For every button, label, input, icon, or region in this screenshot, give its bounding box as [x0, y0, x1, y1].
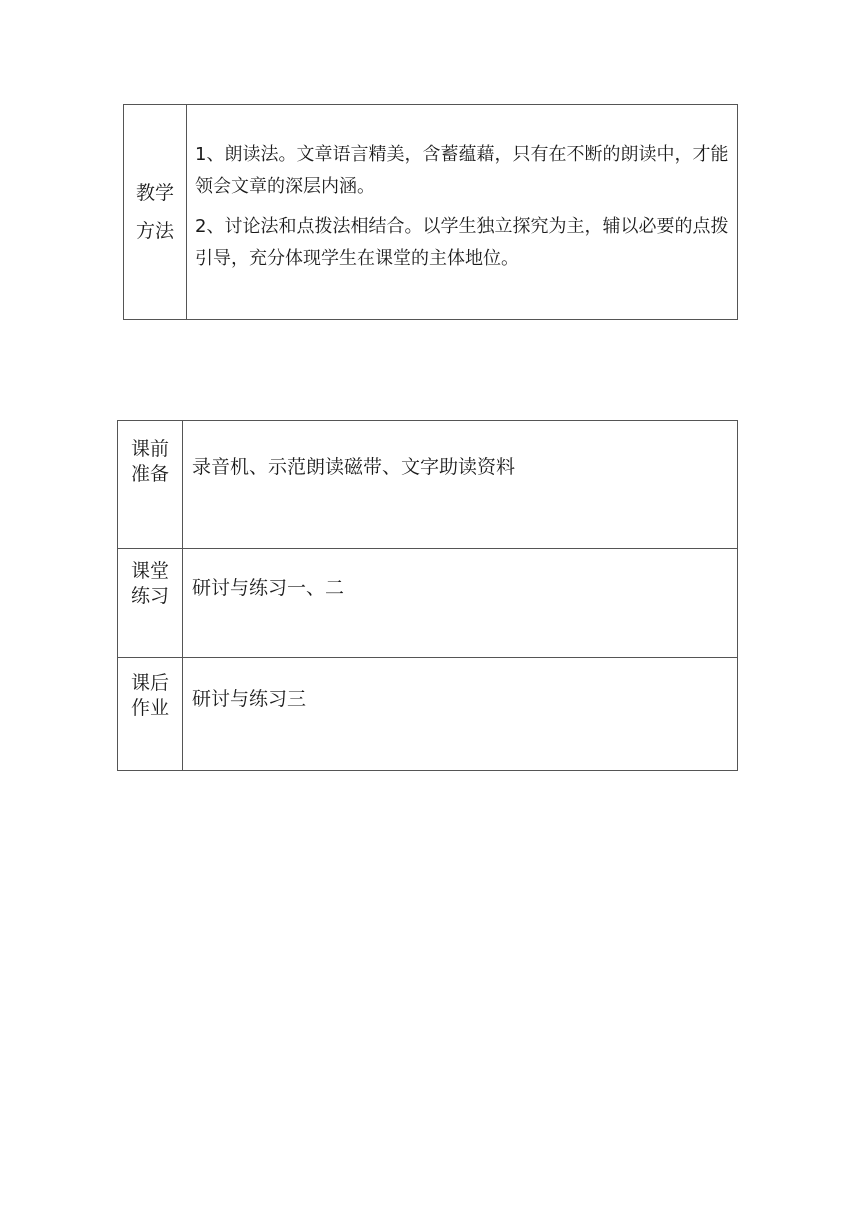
teaching-method-label-cell [124, 105, 187, 320]
table-row-preparation [118, 421, 738, 549]
preparation-label-line2: 准备 [130, 463, 169, 485]
classroom-practice-label-line1: 课堂 [130, 560, 169, 582]
classroom-practice-label-line2: 练习 [130, 585, 169, 607]
teaching-method-row [124, 105, 738, 320]
table-row-homework [118, 658, 738, 771]
table-row-classroom-practice [118, 549, 738, 658]
teaching-method-paragraph-1: 1、朗读法。文章语言精美，含蓄蕴藉，只有在不断的朗读中，才能领会文章的深层内涵。 [195, 144, 729, 197]
preparation-label-line1: 课前 [130, 438, 169, 460]
classroom-practice-label-cell [118, 549, 183, 658]
homework-label-line2: 作业 [130, 697, 169, 719]
homework-content: 研讨与练习三 [183, 658, 738, 771]
teaching-method-table [123, 104, 738, 320]
homework-label-cell [118, 658, 183, 771]
homework-label-line1: 课后 [130, 672, 169, 694]
teaching-method-content-cell [187, 105, 738, 320]
teaching-method-paragraph-2: 2、讨论法和点拨法相结合。以学生独立探究为主，辅以必要的点拨引导，充分体现学生在课堂的主体地位。 [195, 216, 729, 269]
preparation-content: 录音机、示范朗读磁带、文字助读资料 [183, 421, 738, 549]
preparation-label-cell [118, 421, 183, 549]
teaching-method-label-line1: 教学 [135, 182, 174, 204]
classroom-practice-content: 研讨与练习一、二 [183, 549, 738, 658]
lesson-prep-table [117, 420, 738, 771]
teaching-method-label-line2: 方法 [135, 220, 174, 242]
